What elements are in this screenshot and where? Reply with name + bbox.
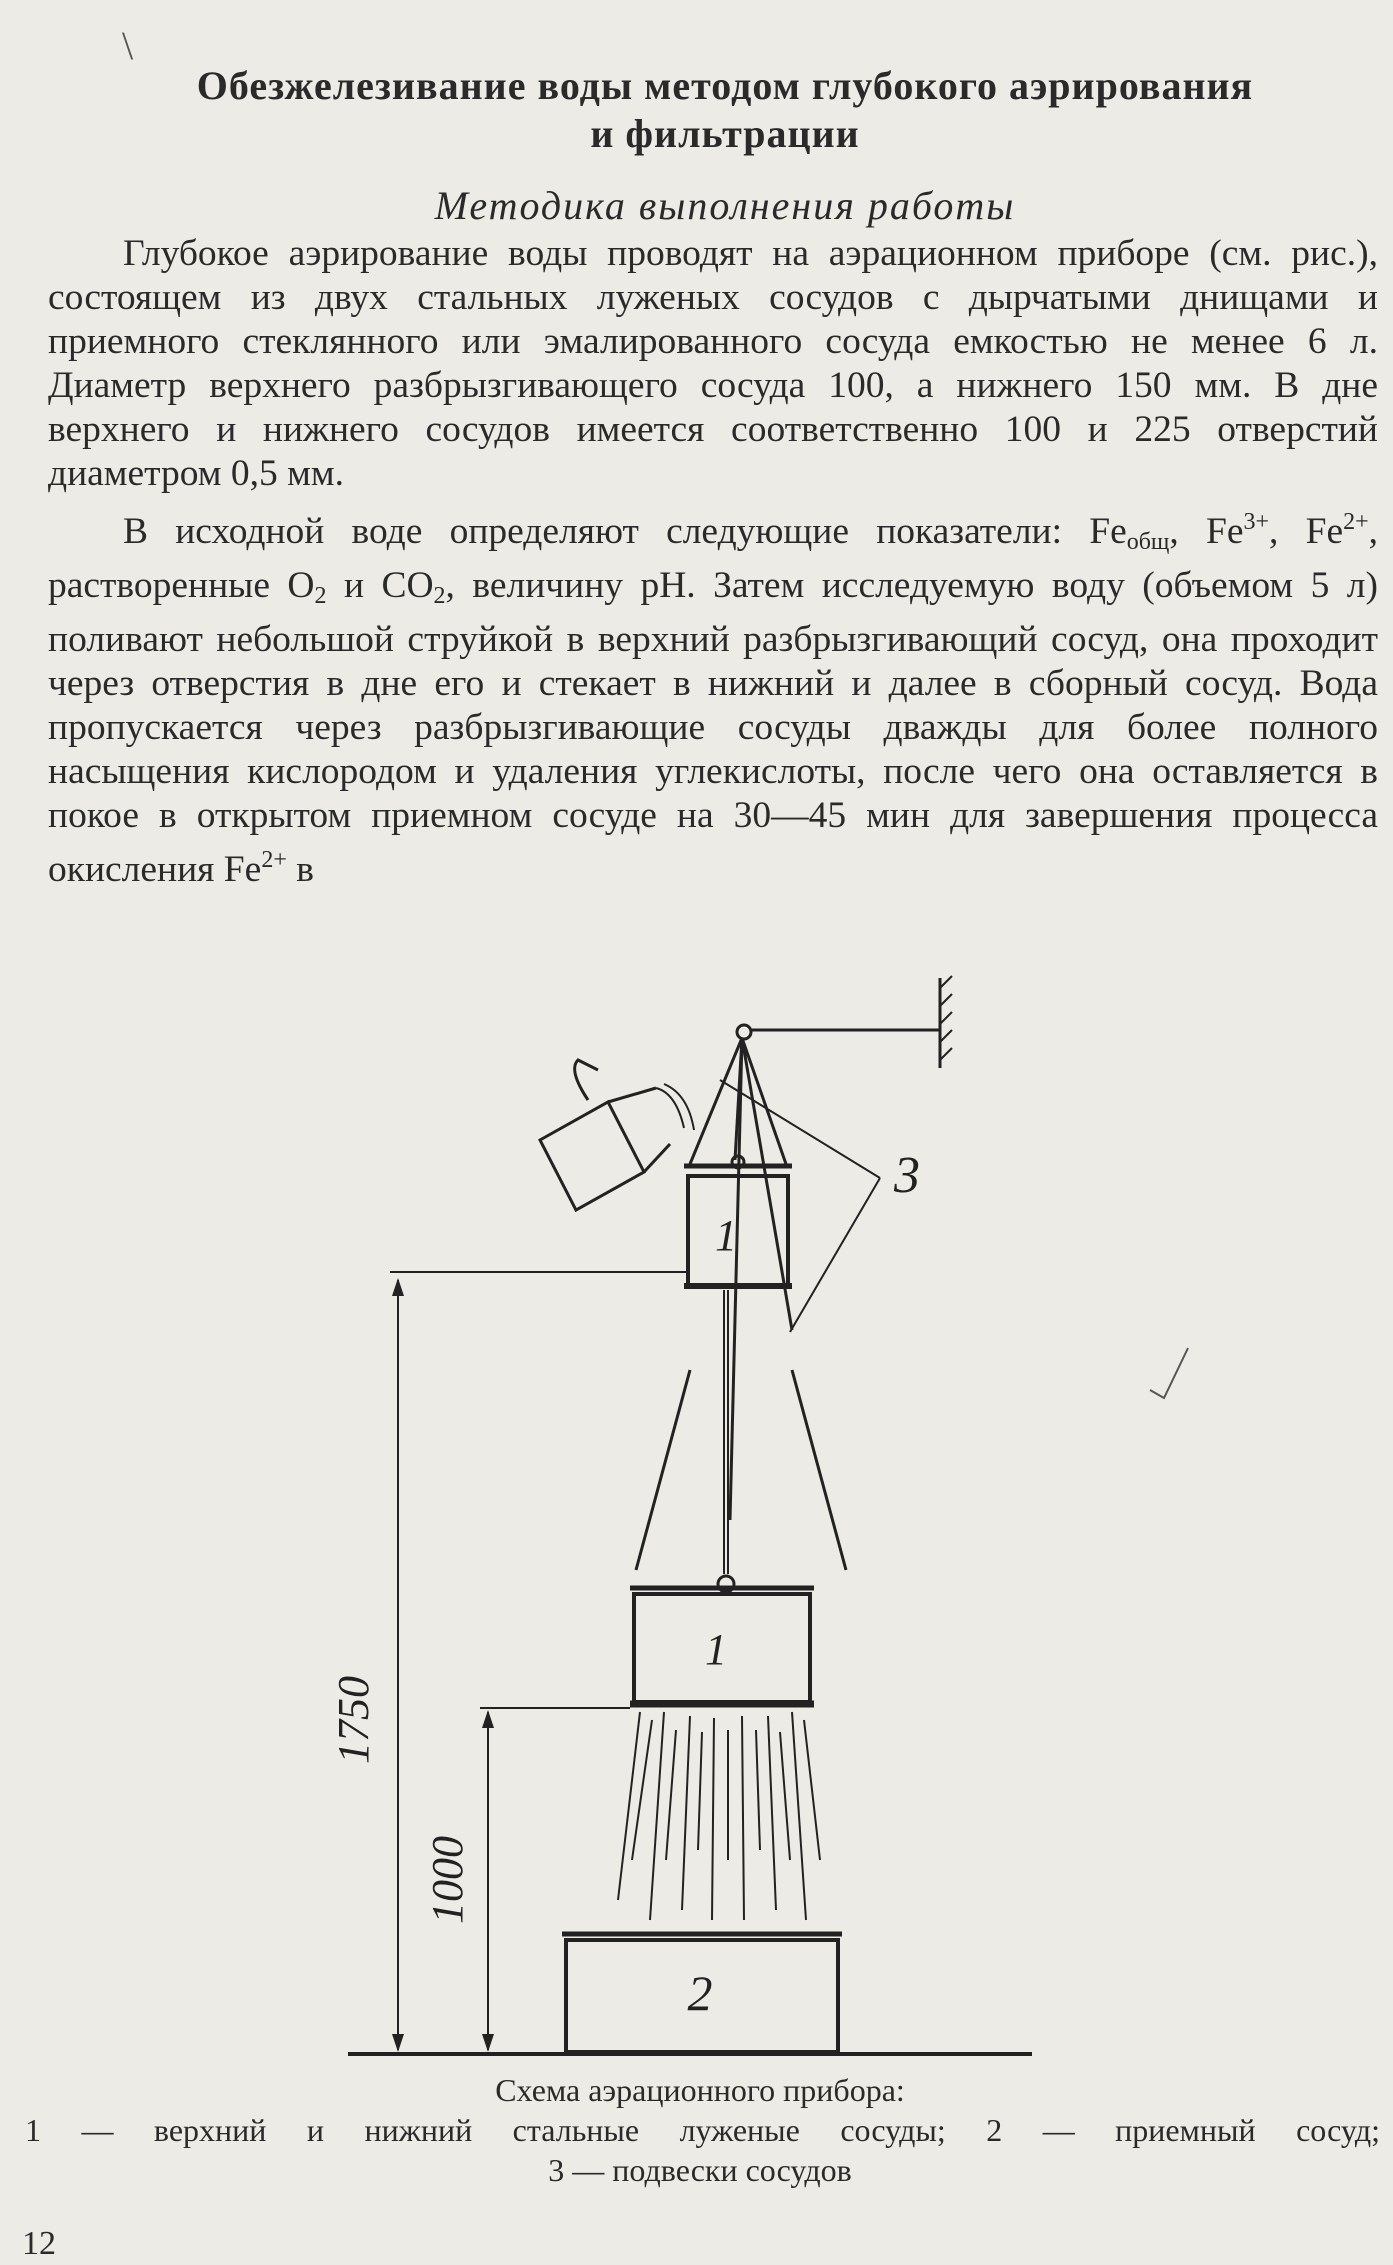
body-text bbox=[48, 232, 1378, 892]
dimension-label-1750: 1750 bbox=[329, 1676, 378, 1764]
label-receiving-vessel: 2 bbox=[687, 1965, 713, 2021]
title-line-2: и фильтрации bbox=[590, 111, 860, 156]
paragraph-1: Глубокое аэрирование воды проводят на аэрационном приборе (см. рис.), состоящем из двух стальных луженых сосудов с дырчатыми днищами и приемного стеклянного или эмалированного сосуда емкостью не менее 6 л. Диаметр верхнего разбрызгивающего сосуда 100, а нижнего 150 мм. В дне верхнего и нижнего сосудов имеется соответственно 100 и 225 отверстий диаметром 0,5 мм. bbox=[48, 233, 1378, 494]
page-number: 12 bbox=[22, 2225, 56, 2262]
page-title bbox=[60, 62, 1390, 158]
margin-check-mark bbox=[1150, 1348, 1188, 1398]
hanger-hook bbox=[737, 1025, 751, 1039]
label-lower-vessel: 1 bbox=[705, 1625, 727, 1674]
suspension-lines bbox=[636, 1038, 846, 1570]
section-subtitle: Методика выполнения работы bbox=[434, 183, 1016, 228]
label-upper-vessel: 1 bbox=[715, 1211, 737, 1260]
dimension-label-1000: 1000 bbox=[423, 1836, 472, 1924]
paragraph-2: В исходной воде определяют следующие показатели: $Fe_{общ}$, $Fe^{3+}$, $Fe^{2+}$, растворенные $O_2$ и $CO_2$, величину pH. Затем исследуемую воду (объемом 5 л) поливают небольшой струйкой в верхний разбрызгивающий сосуд, она проходит через отверстия в дне его и стекает в нижний и далее в сборный сосуд. Вода пропускается через разбрызгивающие сосуды дважды для более полного насыщения кислородом и удаления углекислоты, после чего она оставляется в покое в открытом приемном сосуде на 30—45 мин для завершения процесса окисления $Fe^{2+}$ в bbox=[48, 509, 1379, 890]
caption-line-1: Схема аэрационного прибора: bbox=[495, 2072, 905, 2108]
label-suspension: 3 bbox=[894, 1147, 920, 1204]
aeration-device-diagram bbox=[0, 960, 1393, 2090]
margin-pencil-mark: \ bbox=[122, 23, 134, 68]
watering-can-icon bbox=[540, 1060, 694, 1210]
water-spray bbox=[618, 1712, 820, 1920]
title-line-1: Обезжелезивание воды методом глубокого аэрирования bbox=[196, 63, 1254, 108]
label-3-pointer-bottom bbox=[790, 1178, 880, 1332]
aeration-device-figure bbox=[0, 960, 1393, 2090]
caption-line-3: 3 — подвески сосудов bbox=[548, 2152, 852, 2188]
caption-line-2: 1 — верхний и нижний стальные луженые сосуды; 2 — приемный сосуд; bbox=[25, 2112, 1381, 2148]
wall-hatching bbox=[940, 976, 952, 1060]
figure-caption bbox=[20, 2070, 1380, 2190]
